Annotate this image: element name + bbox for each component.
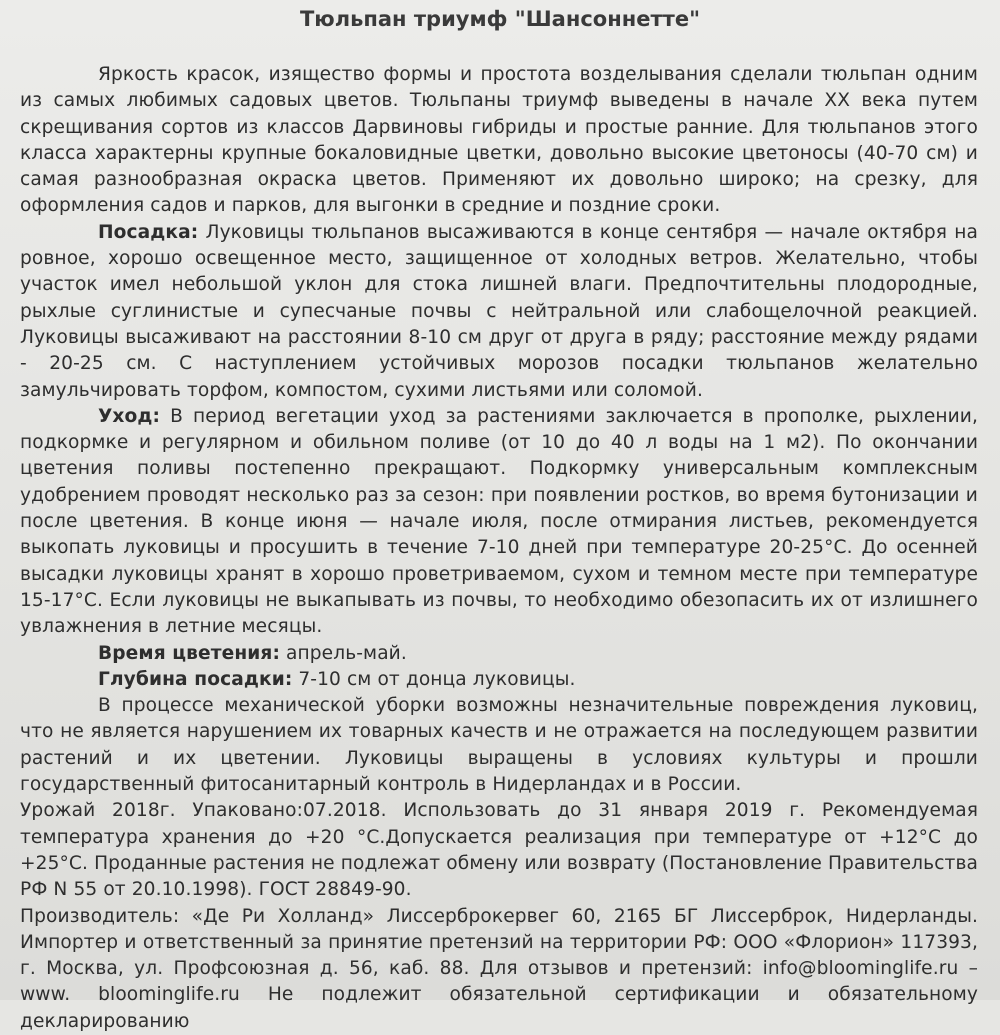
mechanical-damage-paragraph: В процессе механической уборки возможны незначительные повреждения луковиц, что не является нарушением их товарных качеств и не отражается на последующем развитии растений и их цветении. Луковицы выращены в условиях культуры и прошли государственный фитосанитарный контроль в Нидерландах и в России. <box>20 695 978 796</box>
intro-paragraph: Яркость красок, изящество формы и простота возделывания сделали тюльпан одним из самых любимых садовых цветов. Тюльпаны триумф выведены в начале XX века путем скрещивания сортов из классов Дарвиновы гибриды и простые ранние. Для тюльпанов этого класса характерны крупные бокаловидные цветки, довольно высокие цветоносы (40-70 см) и самая разнообразная окраска цветов. Применяют их довольно широко; на срезку, для оформления садов и парков, для выгонки в средние и поздние сроки. <box>20 64 978 217</box>
bloom-time-label: Время цветения: <box>98 642 280 664</box>
care-text: В период вегетации уход за растениями заключается в прополке, рыхлении, подкормке и регулярном и обильном поливе (от 10 до 40 л воды на 1 м2). По окончании цветения поливы постепенно прекращают. Подкормку универсальным комплексным удобрением проводят несколько раз за сезон: при появлении ростков, во время бутонизации и после цветения. В конце июня — начале июля, после отмирания листьев, рекомендуется выкопать луковицы и просушить в течение 7-10 дней при температуре 20-25°С. До осенней высадки луковицы хранят в хорошо проветриваемом, сухом и темном месте при температуре 15-17°С. Если луковицы не выкапывать из почвы, то необходимо обезопасить их от излишнего увлажнения в летние месяцы. <box>20 405 978 638</box>
producer-paragraph: Производитель: «Де Ри Холланд» Лиссерброкервег 60, 2165 БГ Лиссерброк, Нидерланды. Импортер и ответственный за принятие претензий на территории РФ: ООО «Флорион» 117393, г. Москва, ул. Профсоюзная д. 56, каб. 88. Для отзывов и претензий: info@bloominglife.ru – www. bloominglife.ru Не подлежит обязательной сертификации и обязательному декларированию <box>20 905 978 1032</box>
planting-depth-line <box>20 667 978 693</box>
planting-label: Посадка: <box>98 221 199 243</box>
care-paragraph <box>20 404 978 641</box>
bloom-time-value: апрель-май. <box>286 642 407 664</box>
bloom-time-line <box>20 641 978 667</box>
harvest-storage-paragraph: Урожай 2018г. Упаковано:07.2018. Использовать до 31 января 2019 г. Рекомендуемая температура хранения до +20 °С.Допускается реализация при температуре от +12°С до +25°С. Проданные растения не подлежат обмену или возврату (Постановление Правительства РФ N 55 от 20.10.1998). ГОСТ 28849-90. <box>20 800 978 901</box>
planting-paragraph <box>20 220 978 404</box>
planting-text: Луковицы тюльпанов высаживаются в конце сентября — начале октября на ровное, хорошо освещенное место, защищенное от холодных ветров. Желательно, чтобы участок имел небольшой уклон для стока лишней влаги. Предпочтительны плодородные, рыхлые суглинистые и супесчаные почвы с нейтральной или слабощелочной реакцией. Луковицы высаживают на расстоянии 8-10 см друг от друга в ряду; расстояние между рядами - 20-25 см. С наступлением устойчивых морозов посадки тюльпанов желательно замульчировать торфом, компостом, сухими листьями или соломой. <box>20 221 978 401</box>
planting-depth-label: Глубина посадки: <box>98 668 293 690</box>
page-title: Тюльпан триумф "Шансоннетте" <box>299 7 701 31</box>
care-label: Уход: <box>98 405 161 427</box>
instructions-body <box>20 62 978 1035</box>
planting-depth-value: 7-10 см от донца луковицы. <box>298 668 576 690</box>
